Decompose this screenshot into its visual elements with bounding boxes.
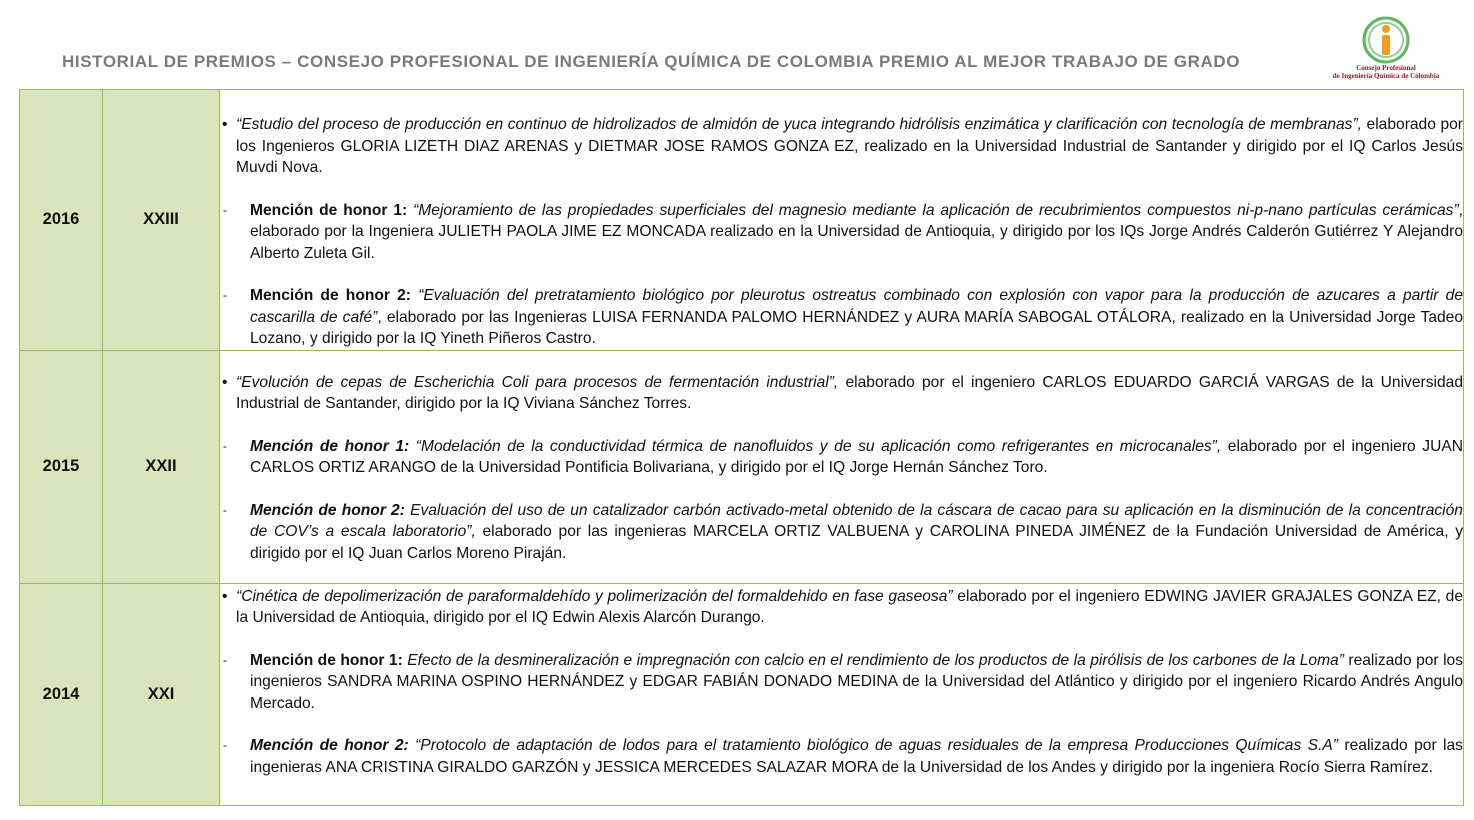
edition-cell: XXI	[103, 583, 220, 805]
honor-title: “Protocolo de adaptación de lodos para el tratamiento biológico de aguas residuales de la empresa Producciones Químicas S.A”	[408, 737, 1338, 754]
honor-title: “Mejoramiento de las propiedades superficiales del magnesio mediante la aplicación de recubrimientos compuestos ni-p-nano partículas cerámicas”	[407, 201, 1459, 219]
winner-entry	[220, 114, 1463, 179]
honor-entry	[220, 650, 1463, 715]
logo	[1326, 16, 1446, 90]
table-row	[20, 350, 1464, 583]
honor-entry	[220, 735, 1463, 778]
winner-text: elaborado por los Ingenieros GLORIA LIZETH DIAZ ARENAS y DIETMAR JOSE RAMOS GONZA EZ, realizado en la Universidad Industrial de Santander y dirigido por el IQ Carlos Jesús Muvdi Nova.	[236, 116, 1463, 176]
honor-entry	[220, 500, 1463, 565]
winner-title: “Estudio del proceso de producción en continuo de hidrolizados de almidón de yuca integrando hidrólisis enzimática y clarificación con tecnología de membranas”,	[236, 116, 1362, 133]
honor-text: realizado por los ingenieros SANDRA MARINA OSPINO HERNÁNDEZ y EDGAR FABIÁN DONADO MEDINA de la Universidad del Atlántico y dirigido por el ingeniero Ricardo Andrés Angulo Mercado.	[250, 651, 1463, 712]
honor-label: Mención de honor 2:	[250, 287, 412, 304]
honor-text: elaborado por las ingenieras MARCELA ORTIZ VALBUENA y CAROLINA PINEDA JIMÉNEZ de la Fundación Universidad de América, y dirigido por el IQ Juan Carlos Moreno Piraján.	[250, 523, 1464, 562]
dash-icon: -	[223, 438, 227, 453]
year-cell: 2016	[20, 90, 103, 351]
honor-title: Evaluación del uso de un catalizador carbón activado-metal obtenido de la cáscara de cacao para su aplicación en la disminución de la concentración de COV’s a escala laboratorio”,	[250, 501, 1463, 540]
award-details	[220, 350, 1464, 583]
honor-title: “Evaluación del pretratamiento biológico por pleurotus ostreatus combinado con explosión con vapor para la producción de azucares a partir de cascarilla de café”	[250, 287, 1463, 326]
awards-table	[19, 89, 1464, 806]
honor-text: realizado por las ingenieras ANA CRISTINA GIRALDO GARZÓN y JESSICA MERCEDES SALAZAR MORA de la Universidad de los Andes y dirigido por la ingeniera Rocío Sierra Ramírez.	[250, 737, 1463, 776]
honor-title: Efecto de la desmineralización e impregnación con calcio en el rendimiento de los productos de la pirólisis de los carbones de la Loma”	[402, 651, 1344, 669]
dash-icon: -	[223, 502, 227, 517]
honor-label: Mención de honor 1:	[250, 651, 403, 669]
honor-text: , elaborado por la Ingeniera JULIETH PAOLA JIME EZ MONCADA realizado en la Universidad de Antioquia, y dirigido por los IQs Jorge Andrés Calderón Gutiérrez Y Alejandro Alberto Zuleta Gil.	[250, 201, 1463, 262]
page-title: HISTORIAL DE PREMIOS – CONSEJO PROFESIONAL DE INGENIERÍA QUÍMICA DE COLOMBIA PREMIO AL MEJOR TRABAJO DE GRADO	[62, 52, 1241, 71]
winner-title: “Cinética de depolimerización de paraformaldehído y polimerización del formaldehido en fase gaseosa”	[236, 587, 953, 605]
edition-cell: XXII	[103, 350, 220, 583]
bullet-icon: •	[222, 587, 228, 605]
dash-icon: -	[223, 288, 227, 302]
winner-entry	[220, 372, 1463, 415]
winner-entry	[220, 586, 1463, 629]
logo-line-1: Consejo Profesional	[1356, 64, 1416, 72]
honor-entry	[220, 285, 1463, 350]
honor-label: Mención de honor 1:	[250, 201, 408, 219]
honor-entry	[220, 200, 1463, 265]
winner-text: elaborado por el ingeniero CARLOS EDUARDO GARCIÁ VARGAS de la Universidad Industrial de Santander, dirigido por la IQ Viviana Sánchez Torres.	[236, 373, 1463, 412]
award-details	[220, 583, 1464, 805]
winner-title: “Evolución de cepas de Escherichia Coli para procesos de fermentación industrial”,	[236, 373, 839, 391]
honor-label: Mención de honor 1:	[250, 437, 410, 455]
bullet-icon: •	[222, 116, 228, 133]
honor-title: “Modelación de la conductividad térmica de nanofluidos y de su aplicación como refrigerantes en microcanales”,	[409, 437, 1222, 455]
dash-icon: -	[223, 738, 227, 752]
honor-text: , elaborado por las Ingenieras LUISA FERNANDA PALOMO HERNÁNDEZ y AURA MARÍA SABOGAL OTÁLORA, realizado en la Universidad Jorge Tadeo Lozano, y dirigido por la IQ Yineth Piñeros Castro.	[250, 308, 1464, 347]
logo-icon	[1360, 16, 1412, 64]
dash-icon: -	[223, 652, 227, 667]
bullet-icon: •	[222, 373, 228, 391]
year-cell: 2014	[20, 583, 103, 805]
table-row	[20, 90, 1464, 351]
honor-label: Mención de honor 2:	[250, 501, 405, 519]
winner-text: elaborado por el ingeniero EDWING JAVIER GRAJALES GONZA EZ, de la Universidad de Antioquia, dirigido por el IQ Edwin Alexis Alarcón Durango.	[236, 587, 1464, 626]
award-details	[220, 90, 1464, 351]
honor-label: Mención de honor 2:	[250, 737, 409, 754]
logo-line-2: de Ingeniería Química de Colombia	[1332, 72, 1440, 80]
dash-icon: -	[223, 202, 227, 217]
honor-entry	[220, 436, 1463, 479]
honor-text: elaborado por el ingeniero JUAN CARLOS ORTIZ ARANGO de la Universidad Pontificia Bolivariana, y dirigido por el IQ Jorge Hernán Sánchez Toro.	[250, 437, 1463, 476]
table-row	[20, 583, 1464, 805]
edition-cell: XXIII	[103, 90, 220, 351]
year-cell: 2015	[20, 350, 103, 583]
